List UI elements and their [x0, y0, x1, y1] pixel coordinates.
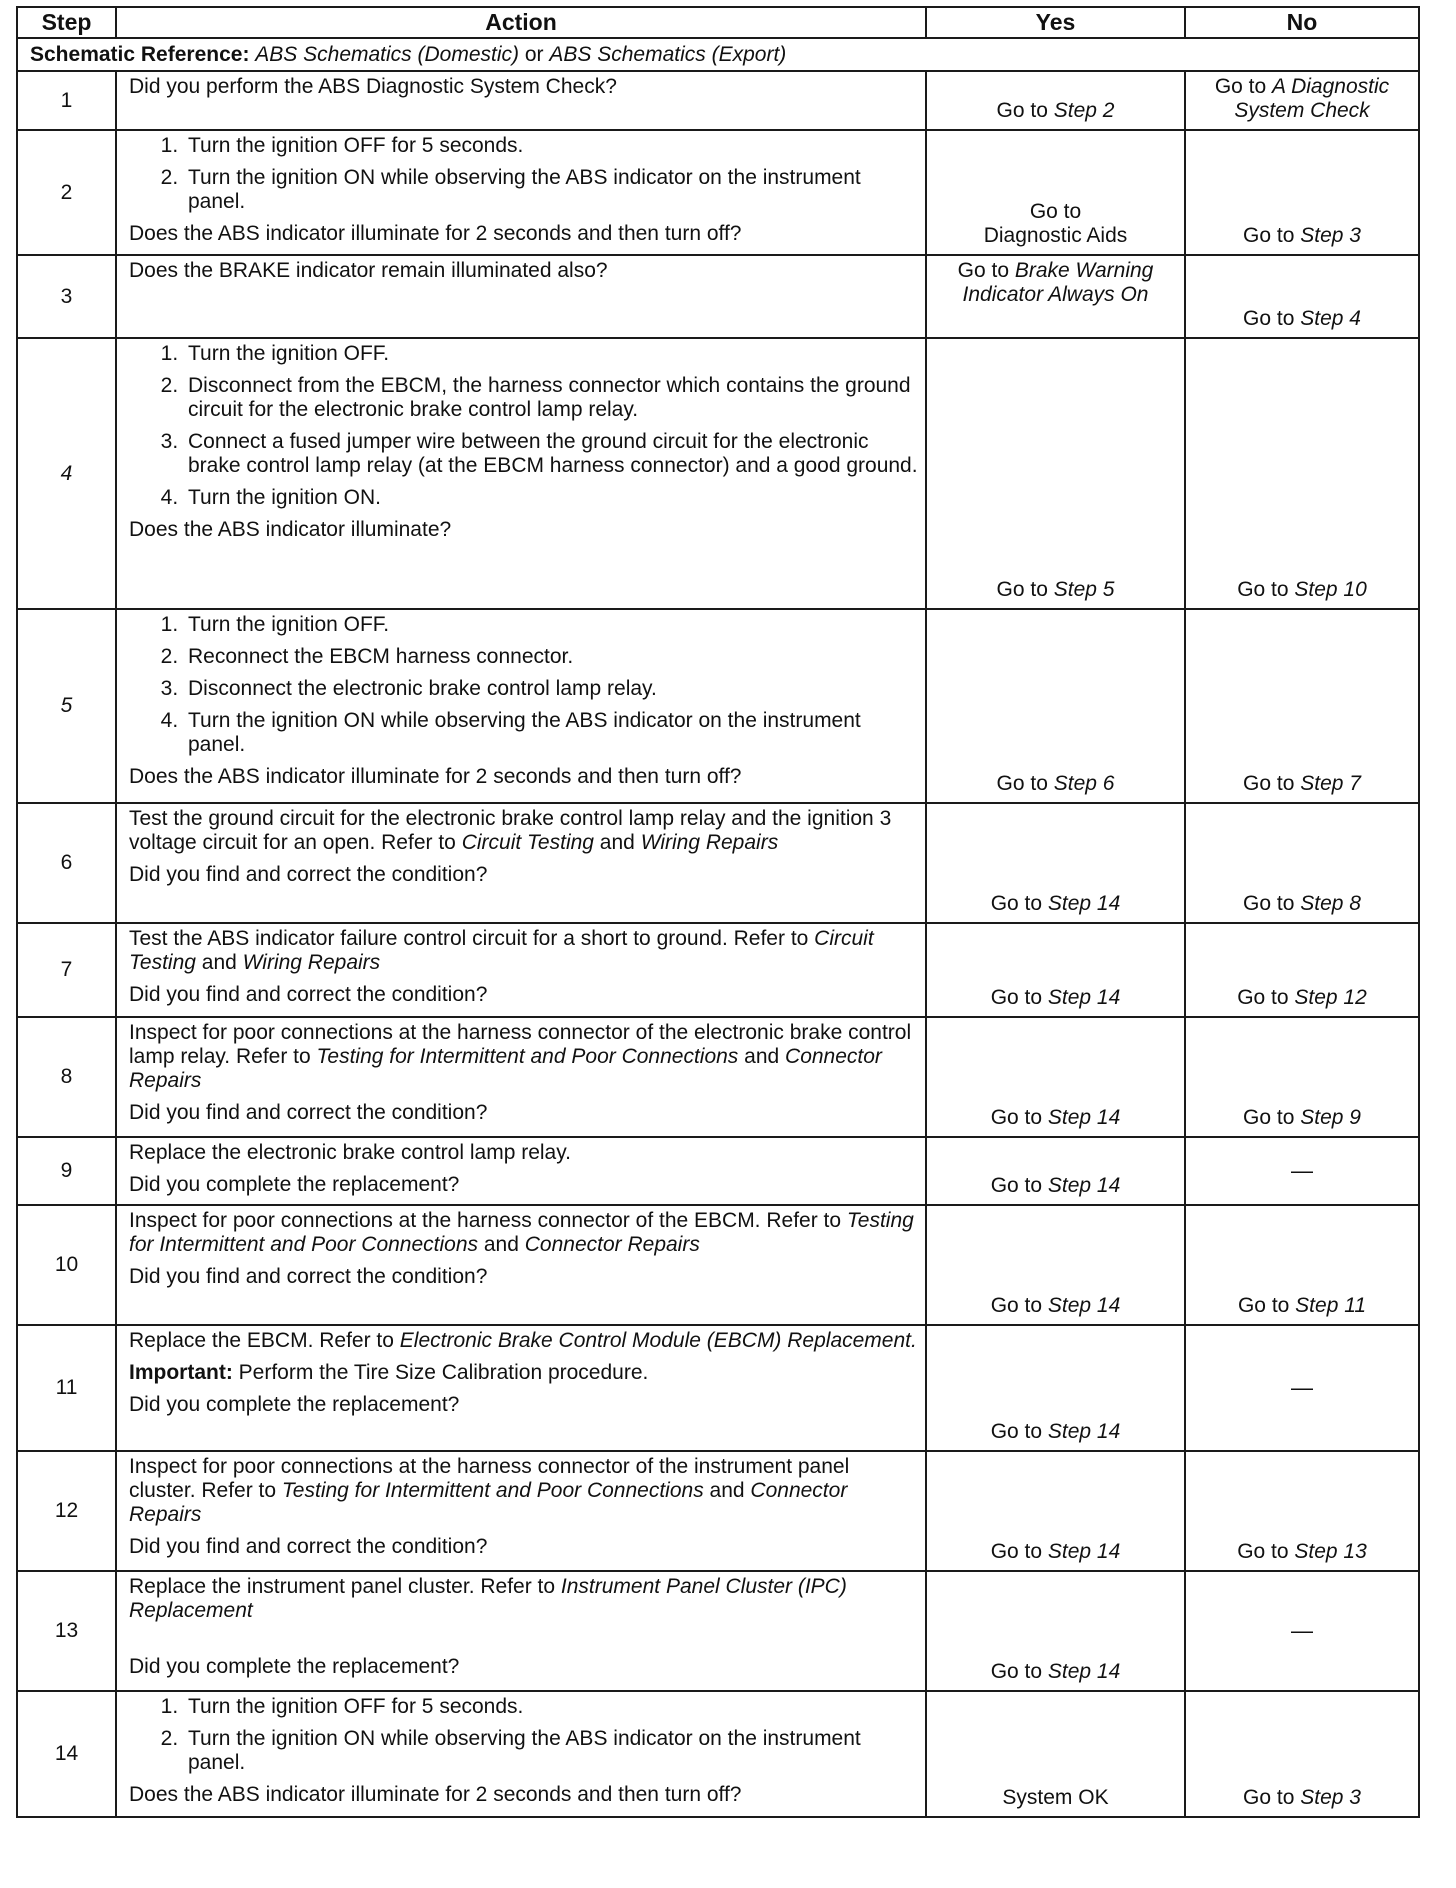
table-row: [17, 338, 1419, 609]
step-number: 4: [17, 338, 116, 609]
step-action: Did you perform the ABS Diagnostic System Check?: [116, 71, 926, 130]
list-item: 1. Turn the ignition OFF.: [184, 342, 919, 366]
yes-result: Go to Step 14: [926, 1451, 1185, 1571]
step-question: Does the BRAKE indicator remain illuminated also?: [129, 259, 608, 282]
step-link[interactable]: Step 14: [1047, 1174, 1121, 1197]
step-number: 9: [17, 1137, 116, 1205]
step-question: Does the ABS indicator illuminate for 2 seconds and then turn off?: [129, 765, 742, 788]
no-result: Go to A Diagnostic System Check: [1185, 71, 1419, 130]
step-link[interactable]: Step 12: [1294, 986, 1367, 1009]
step-link[interactable]: Step 5: [1053, 578, 1115, 601]
schematic-reference: Schematic Reference: ABS Schematics (Domestic) or ABS Schematics (Export): [17, 38, 1419, 71]
no-result: Go to Step 4: [1185, 255, 1419, 338]
step-link[interactable]: Step 2: [1053, 99, 1115, 122]
step-number: 14: [17, 1691, 116, 1817]
step-question: Does the ABS indicator illuminate for 2 seconds and then turn off?: [129, 1783, 742, 1806]
no-result: —: [1185, 1137, 1419, 1205]
list-item: 1. Turn the ignition OFF.: [184, 613, 919, 637]
table-row: [17, 1451, 1419, 1571]
step-action: Test the ABS indicator failure control circuit for a short to ground. Refer to Circuit Testing and Wiring Repairs Did you find and correct the condition?: [116, 923, 926, 1017]
yes-result: Go to Step 14: [926, 803, 1185, 923]
step-action: [116, 338, 926, 609]
step-link[interactable]: Step 14: [1047, 1540, 1121, 1563]
step-link[interactable]: Step 6: [1053, 772, 1115, 795]
step-number: 12: [17, 1451, 116, 1571]
reference-link[interactable]: Testing for Intermittent and Poor Connections: [281, 1479, 704, 1502]
reference-link[interactable]: Electronic Brake Control Module (EBCM) Replacement.: [399, 1329, 917, 1352]
step-number: 3: [17, 255, 116, 338]
list-item: 1. Turn the ignition OFF for 5 seconds.: [184, 134, 919, 158]
step-question: Did you find and correct the condition?: [129, 1265, 488, 1288]
step-link[interactable]: Step 14: [1047, 1420, 1121, 1443]
reference-link[interactable]: Connector Repairs: [524, 1233, 700, 1256]
step-link[interactable]: Step 14: [1047, 1660, 1121, 1683]
step-action: Test the ground circuit for the electronic brake control lamp relay and the ignition 3 voltage circuit for an open. Refer to Circuit Testing and Wiring Repairs Did you find and correct the condition?: [116, 803, 926, 923]
step-link[interactable]: Step 9: [1300, 1106, 1361, 1129]
table-row: [17, 71, 1419, 130]
yes-result: Go to Step 5: [926, 338, 1185, 609]
header-row: [17, 7, 1419, 38]
schematic-ref-domestic[interactable]: ABS Schematics (Domestic): [255, 42, 520, 66]
step-question: Did you complete the replacement?: [129, 1393, 460, 1416]
step-question: Did you find and correct the condition?: [129, 1101, 488, 1124]
step-number: 7: [17, 923, 116, 1017]
step-number: 1: [17, 71, 116, 130]
yes-result: Go to Step 14: [926, 923, 1185, 1017]
yes-result: Go to Brake Warning Indicator Always On: [926, 255, 1185, 338]
yes-result: Go to Step 14: [926, 1017, 1185, 1137]
step-action: [116, 609, 926, 803]
schematic-reference-row: [17, 38, 1419, 71]
step-question: Does the ABS indicator illuminate?: [129, 518, 452, 541]
yes-result: Go to Step 14: [926, 1571, 1185, 1691]
yes-result: Go to Step 14: [926, 1137, 1185, 1205]
no-result: Go to Step 12: [1185, 923, 1419, 1017]
reference-link[interactable]: Testing for Intermittent and Poor Connections: [129, 1209, 914, 1256]
list-item: 3. Disconnect the electronic brake control lamp relay.: [184, 677, 919, 701]
table-row: [17, 803, 1419, 923]
reference-link[interactable]: Wiring Repairs: [640, 831, 779, 854]
schematic-label: Schematic Reference:: [30, 42, 250, 66]
table-row: [17, 1325, 1419, 1451]
step-link[interactable]: Step 3: [1300, 1786, 1361, 1809]
step-number: 8: [17, 1017, 116, 1137]
step-link[interactable]: Step 13: [1294, 1540, 1367, 1563]
step-action: Inspect for poor connections at the harness connector of the electronic brake control lamp relay. Refer to Testing for Intermittent and Poor Connections and Connector Repairs Did you find and correct the condition?: [116, 1017, 926, 1137]
step-number: 11: [17, 1325, 116, 1451]
list-item: 4. Turn the ignition ON.: [184, 486, 919, 510]
table-row: [17, 1017, 1419, 1137]
header-action: Action: [116, 7, 926, 38]
step-action: Inspect for poor connections at the harness connector of the instrument panel cluster. Refer to Testing for Intermittent and Poor Connections and Connector Repairs Did you find and correct the condition?: [116, 1451, 926, 1571]
step-question: Did you complete the replacement?: [129, 1655, 460, 1678]
diagnostic-table-page: [16, 6, 1418, 1818]
reference-link[interactable]: Circuit Testing: [129, 927, 874, 974]
schematic-ref-export[interactable]: ABS Schematics (Export): [549, 42, 787, 66]
no-result: Go to Step 3: [1185, 130, 1419, 255]
table-row: [17, 1571, 1419, 1691]
no-result: —: [1185, 1325, 1419, 1451]
list-item: 1. Turn the ignition OFF for 5 seconds.: [184, 1695, 919, 1719]
step-action: Replace the instrument panel cluster. Refer to Instrument Panel Cluster (IPC) Replacement Did you complete the replacement?: [116, 1571, 926, 1691]
step-link[interactable]: Diagnostic Aids: [983, 224, 1128, 247]
no-result: Go to Step 10: [1185, 338, 1419, 609]
step-link[interactable]: Step 10: [1294, 578, 1367, 601]
step-action: Inspect for poor connections at the harness connector of the EBCM. Refer to Testing for Intermittent and Poor Connections and Connector Repairs Did you find and correct the condition?: [116, 1205, 926, 1325]
step-link[interactable]: Step 3: [1300, 224, 1361, 247]
step-number: 6: [17, 803, 116, 923]
header-step: Step: [17, 7, 116, 38]
yes-result: Go to Step 6: [926, 609, 1185, 803]
list-item: 2. Reconnect the EBCM harness connector.: [184, 645, 919, 669]
step-action: [116, 130, 926, 255]
table-row: [17, 923, 1419, 1017]
diagnostic-table: [16, 6, 1420, 1818]
no-result: Go to Step 8: [1185, 803, 1419, 923]
table-row: [17, 1137, 1419, 1205]
step-link[interactable]: Step 14: [1047, 892, 1121, 915]
list-item: 4. Turn the ignition ON while observing the ABS indicator on the instrument panel.: [184, 709, 919, 757]
step-link[interactable]: Step 14: [1047, 1294, 1121, 1317]
yes-result: Go to Diagnostic Aids: [926, 130, 1185, 255]
step-question: Did you find and correct the condition?: [129, 1535, 488, 1558]
table-row: [17, 1205, 1419, 1325]
list-item: 2. Disconnect from the EBCM, the harness connector which contains the ground circuit for the electronic brake control lamp relay.: [184, 374, 919, 422]
table-row: [17, 1691, 1419, 1817]
table-row: [17, 609, 1419, 803]
reference-link[interactable]: Connector Repairs: [129, 1045, 882, 1092]
yes-result: Go to Step 14: [926, 1205, 1185, 1325]
list-item: 2. Turn the ignition ON while observing the ABS indicator on the instrument panel.: [184, 1727, 919, 1775]
no-result: Go to Step 11: [1185, 1205, 1419, 1325]
step-question: Did you find and correct the condition?: [129, 863, 488, 886]
yes-result: Go to Step 14: [926, 1325, 1185, 1451]
step-link[interactable]: Step 8: [1300, 892, 1361, 915]
header-yes: Yes: [926, 7, 1185, 38]
step-action: [116, 255, 926, 338]
step-question: Does the ABS indicator illuminate for 2 seconds and then turn off?: [129, 222, 742, 245]
no-result: Go to Step 7: [1185, 609, 1419, 803]
reference-link[interactable]: Connector Repairs: [129, 1479, 848, 1526]
step-action: Replace the electronic brake control lamp relay. Did you complete the replacement?: [116, 1137, 926, 1205]
step-link[interactable]: Step 7: [1300, 772, 1361, 795]
step-question: Did you complete the replacement?: [129, 1173, 460, 1196]
step-number: 10: [17, 1205, 116, 1325]
step-link[interactable]: Step 14: [1047, 986, 1121, 1009]
no-result: Go to Step 9: [1185, 1017, 1419, 1137]
yes-result: System OK: [926, 1691, 1185, 1817]
step-action: [116, 1691, 926, 1817]
step-link[interactable]: Step 4: [1300, 307, 1361, 330]
no-result: Go to Step 3: [1185, 1691, 1419, 1817]
table-row: [17, 130, 1419, 255]
important-note: Important: Perform the Tire Size Calibration procedure.: [129, 1361, 649, 1384]
reference-link[interactable]: Wiring Repairs: [242, 951, 381, 974]
reference-link[interactable]: Circuit Testing: [461, 831, 594, 854]
step-action: Replace the EBCM. Refer to Electronic Brake Control Module (EBCM) Replacement. Important: Perform the Tire Size Calibration procedure. Did you complete the replacement?: [116, 1325, 926, 1451]
yes-result: Go to Step 2: [926, 71, 1185, 130]
step-number: 13: [17, 1571, 116, 1691]
reference-link[interactable]: Instrument Panel Cluster (IPC) Replacement: [129, 1575, 847, 1622]
step-link[interactable]: Step 14: [1047, 1106, 1121, 1129]
step-number: 2: [17, 130, 116, 255]
step-link[interactable]: Step 11: [1295, 1294, 1367, 1317]
reference-link[interactable]: Testing for Intermittent and Poor Connections: [316, 1045, 739, 1068]
table-row: [17, 255, 1419, 338]
step-number: 5: [17, 609, 116, 803]
step-link[interactable]: A Diagnostic System Check: [1234, 75, 1390, 122]
step-question: Did you find and correct the condition?: [129, 983, 488, 1006]
header-no: No: [1185, 7, 1419, 38]
no-result: Go to Step 13: [1185, 1451, 1419, 1571]
list-item: 3. Connect a fused jumper wire between the ground circuit for the electronic brake control lamp relay (at the EBCM harness connector) and a good ground.: [184, 430, 919, 478]
step-link[interactable]: Brake Warning Indicator Always On: [962, 259, 1154, 306]
list-item: 2. Turn the ignition ON while observing the ABS indicator on the instrument panel.: [184, 166, 919, 214]
no-result: —: [1185, 1571, 1419, 1691]
